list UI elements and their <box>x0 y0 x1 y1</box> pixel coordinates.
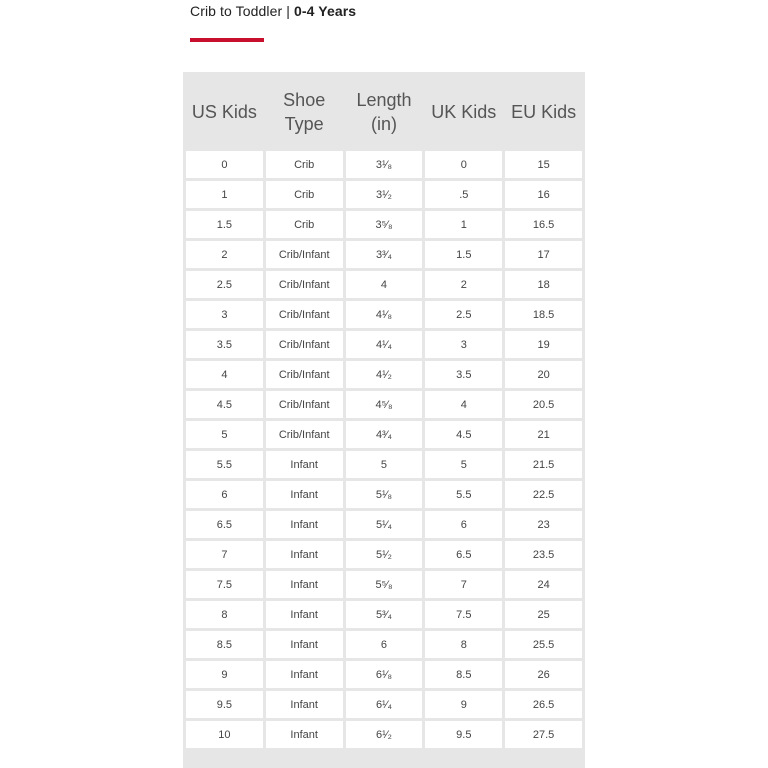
cell-eu-kids: 21.5 <box>505 451 582 481</box>
cell-shoe-type: Crib/Infant <box>266 421 343 451</box>
cell-eu-kids: 16.5 <box>505 211 582 241</box>
cell-us-kids: 1 <box>186 181 263 211</box>
cell-uk-kids: 4 <box>425 391 502 421</box>
cell-uk-kids: 9 <box>425 691 502 721</box>
header-uk-kids <box>425 72 502 151</box>
cell-eu-kids: 25.5 <box>505 631 582 661</box>
table-row <box>186 481 582 511</box>
cell-length: 3¹⁄₂ <box>346 181 423 211</box>
cell-shoe-type: Infant <box>266 691 343 721</box>
header-shoe-type <box>266 72 343 151</box>
cell-eu-kids: 26 <box>505 661 582 691</box>
cell-length: 3³⁄₄ <box>346 241 423 271</box>
cell-length: 4⁵⁄₈ <box>346 391 423 421</box>
table-row <box>186 331 582 361</box>
cell-us-kids: 3.5 <box>186 331 263 361</box>
header-shoe-type-line: Type <box>284 113 324 134</box>
header-eu-kids <box>505 72 582 151</box>
cell-eu-kids: 27.5 <box>505 721 582 751</box>
cell-eu-kids: 18.5 <box>505 301 582 331</box>
table-row <box>186 211 582 241</box>
table-row <box>186 361 582 391</box>
cell-us-kids: 4.5 <box>186 391 263 421</box>
header-shoe-type-line: Shoe <box>283 89 326 110</box>
table-row <box>186 181 582 211</box>
heading-accent-rule <box>190 38 264 42</box>
cell-shoe-type: Crib/Infant <box>266 271 343 301</box>
cell-uk-kids: 1.5 <box>425 241 502 271</box>
cell-shoe-type: Infant <box>266 721 343 751</box>
table-row <box>186 241 582 271</box>
table-row <box>186 631 582 661</box>
cell-us-kids: 3 <box>186 301 263 331</box>
cell-shoe-type: Crib/Infant <box>266 331 343 361</box>
heading-prefix: Crib to Toddler | <box>190 3 295 19</box>
cell-eu-kids: 23.5 <box>505 541 582 571</box>
cell-shoe-type: Infant <box>266 451 343 481</box>
cell-us-kids: 9.5 <box>186 691 263 721</box>
cell-length: 4¹⁄₂ <box>346 361 423 391</box>
cell-uk-kids: 5 <box>425 451 502 481</box>
heading-age-range: 0-4 Years <box>294 3 357 19</box>
cell-eu-kids: 23 <box>505 511 582 541</box>
cell-uk-kids: 8.5 <box>425 661 502 691</box>
cell-eu-kids: 20.5 <box>505 391 582 421</box>
cell-eu-kids: 16 <box>505 181 582 211</box>
header-length-line: (in) <box>370 113 397 134</box>
cell-shoe-type: Crib <box>266 211 343 241</box>
cell-uk-kids: 2.5 <box>425 301 502 331</box>
cell-shoe-type: Crib/Infant <box>266 301 343 331</box>
table-row <box>186 151 582 181</box>
size-table <box>183 72 585 751</box>
cell-uk-kids: 6 <box>425 511 502 541</box>
cell-us-kids: 2 <box>186 241 263 271</box>
cell-eu-kids: 18 <box>505 271 582 301</box>
cell-length: 5 <box>346 451 423 481</box>
table-row <box>186 691 582 721</box>
header-uk-kids-line: UK Kids <box>431 101 497 122</box>
cell-us-kids: 4 <box>186 361 263 391</box>
cell-eu-kids: 25 <box>505 601 582 631</box>
cell-us-kids: 7 <box>186 541 263 571</box>
cell-us-kids: 5 <box>186 421 263 451</box>
cell-length: 4¹⁄₈ <box>346 301 423 331</box>
table-row <box>186 721 582 751</box>
cell-eu-kids: 20 <box>505 361 582 391</box>
cell-length: 5⁵⁄₈ <box>346 571 423 601</box>
cell-length: 3¹⁄₈ <box>346 151 423 181</box>
cell-uk-kids: .5 <box>425 181 502 211</box>
header-length-line: Length <box>356 89 412 110</box>
cell-shoe-type: Crib <box>266 151 343 181</box>
table-row <box>186 511 582 541</box>
table-row <box>186 421 582 451</box>
cell-uk-kids: 3 <box>425 331 502 361</box>
header-us-kids <box>186 72 263 151</box>
cell-uk-kids: 5.5 <box>425 481 502 511</box>
cell-us-kids: 8.5 <box>186 631 263 661</box>
cell-shoe-type: Crib/Infant <box>266 241 343 271</box>
cell-shoe-type: Infant <box>266 481 343 511</box>
cell-eu-kids: 24 <box>505 571 582 601</box>
cell-length: 5¹⁄₈ <box>346 481 423 511</box>
cell-us-kids: 8 <box>186 601 263 631</box>
cell-eu-kids: 22.5 <box>505 481 582 511</box>
cell-shoe-type: Infant <box>266 571 343 601</box>
table-row <box>186 271 582 301</box>
cell-shoe-type: Crib/Infant <box>266 361 343 391</box>
cell-us-kids: 5.5 <box>186 451 263 481</box>
cell-us-kids: 2.5 <box>186 271 263 301</box>
table-body <box>186 151 582 751</box>
cell-us-kids: 0 <box>186 151 263 181</box>
cell-shoe-type: Crib <box>266 181 343 211</box>
cell-uk-kids: 2 <box>425 271 502 301</box>
cell-us-kids: 6.5 <box>186 511 263 541</box>
cell-uk-kids: 8 <box>425 631 502 661</box>
cell-shoe-type: Infant <box>266 601 343 631</box>
cell-length: 5³⁄₄ <box>346 601 423 631</box>
cell-uk-kids: 1 <box>425 211 502 241</box>
table-row <box>186 571 582 601</box>
cell-uk-kids: 4.5 <box>425 421 502 451</box>
cell-us-kids: 9 <box>186 661 263 691</box>
table-row <box>186 601 582 631</box>
cell-shoe-type: Crib/Infant <box>266 391 343 421</box>
table-row <box>186 301 582 331</box>
cell-uk-kids: 3.5 <box>425 361 502 391</box>
table-row <box>186 391 582 421</box>
header-length <box>346 72 423 151</box>
cell-uk-kids: 9.5 <box>425 721 502 751</box>
cell-length: 4¹⁄₄ <box>346 331 423 361</box>
cell-length: 6¹⁄₄ <box>346 691 423 721</box>
cell-eu-kids: 21 <box>505 421 582 451</box>
table-header-row <box>186 72 582 151</box>
cell-length: 6¹⁄₂ <box>346 721 423 751</box>
cell-us-kids: 1.5 <box>186 211 263 241</box>
cell-eu-kids: 17 <box>505 241 582 271</box>
cell-uk-kids: 7 <box>425 571 502 601</box>
size-chart <box>183 72 585 768</box>
cell-eu-kids: 15 <box>505 151 582 181</box>
cell-uk-kids: 6.5 <box>425 541 502 571</box>
cell-shoe-type: Infant <box>266 661 343 691</box>
cell-uk-kids: 7.5 <box>425 601 502 631</box>
cell-length: 5¹⁄₂ <box>346 541 423 571</box>
cell-length: 6¹⁄₈ <box>346 661 423 691</box>
cell-uk-kids: 0 <box>425 151 502 181</box>
cell-us-kids: 10 <box>186 721 263 751</box>
cell-length: 5¹⁄₄ <box>346 511 423 541</box>
cell-eu-kids: 19 <box>505 331 582 361</box>
cell-us-kids: 6 <box>186 481 263 511</box>
header-eu-kids-line: EU Kids <box>511 101 577 122</box>
cell-shoe-type: Infant <box>266 541 343 571</box>
cell-length: 4 <box>346 271 423 301</box>
table-row <box>186 541 582 571</box>
cell-us-kids: 7.5 <box>186 571 263 601</box>
cell-shoe-type: Infant <box>266 511 343 541</box>
table-row <box>186 661 582 691</box>
cell-length: 6 <box>346 631 423 661</box>
cell-shoe-type: Infant <box>266 631 343 661</box>
section-heading <box>190 3 356 19</box>
cell-length: 4³⁄₄ <box>346 421 423 451</box>
table-row <box>186 451 582 481</box>
cell-length: 3⁵⁄₈ <box>346 211 423 241</box>
cell-eu-kids: 26.5 <box>505 691 582 721</box>
header-us-kids-line: US Kids <box>191 101 257 122</box>
